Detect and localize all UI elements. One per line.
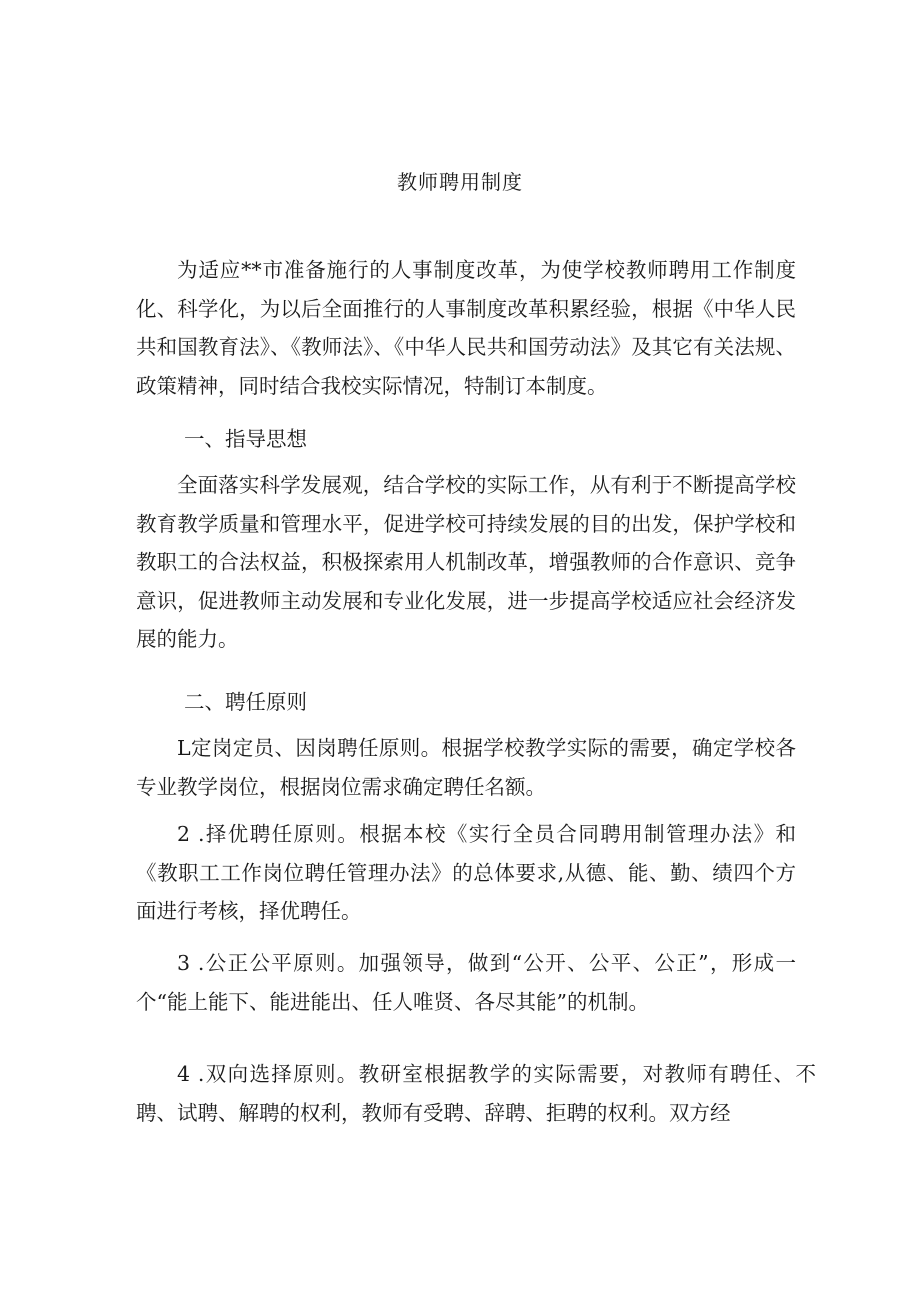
principle-item: 4 .双向选择原则。教研室根据教学的实际需要，对教师有聘任、不聘、试聘、解聘的权利，教师有受聘、辞聘、拒聘的权利。双方经 (136, 1062, 816, 1125)
section-heading-guiding-ideology: 一、指导思想 (184, 427, 307, 451)
principle-item: 2 .择优聘任原则。根据本校《实行全员合同聘用制管理办法》和《教职工工作岗位聘任管理办法》的总体要求,从德、能、勤、绩四个方面进行考核，择优聘任。 (136, 822, 796, 924)
principle-item: 3 .公正公平原则。加强领导，做到“公开、公平、公正”，形成一个“能上能下、能进能出、任人唯贤、各尽其能”的机制。 (136, 951, 796, 1014)
guiding-ideology-paragraph: 全面落实科学发展观，结合学校的实际工作，从有利于不断提高学校教育教学质量和管理水平，促进学校可持续发展的目的出发，保护学校和教职工的合法权益，积极探索用人机制改革，增强教师的合作意识、竞争意识，促进教师主动发展和专业化发展，进一步提高学校适应社会经济发展的能力。 (136, 473, 796, 652)
document-title: 教师聘用制度 (397, 170, 523, 194)
intro-paragraph: 为适应**市准备施行的人事制度改革，为使学校教师聘用工作制度化、科学化，为以后全面推行的人事制度改革积累经验，根据《中华人民共和国教育法》、《教师法》、《中华人民共和国劳动法》及其它有关法规、政策精神，同时结合我校实际情况，特制订本制度。 (136, 258, 796, 398)
principle-item: L定岗定员、因岗聘任原则。根据学校教学实际的需要，确定学校各专业教学岗位，根据岗位需求确定聘任名额。 (136, 736, 796, 799)
section-heading-appointment-principles: 二、聘任原则 (184, 690, 307, 714)
